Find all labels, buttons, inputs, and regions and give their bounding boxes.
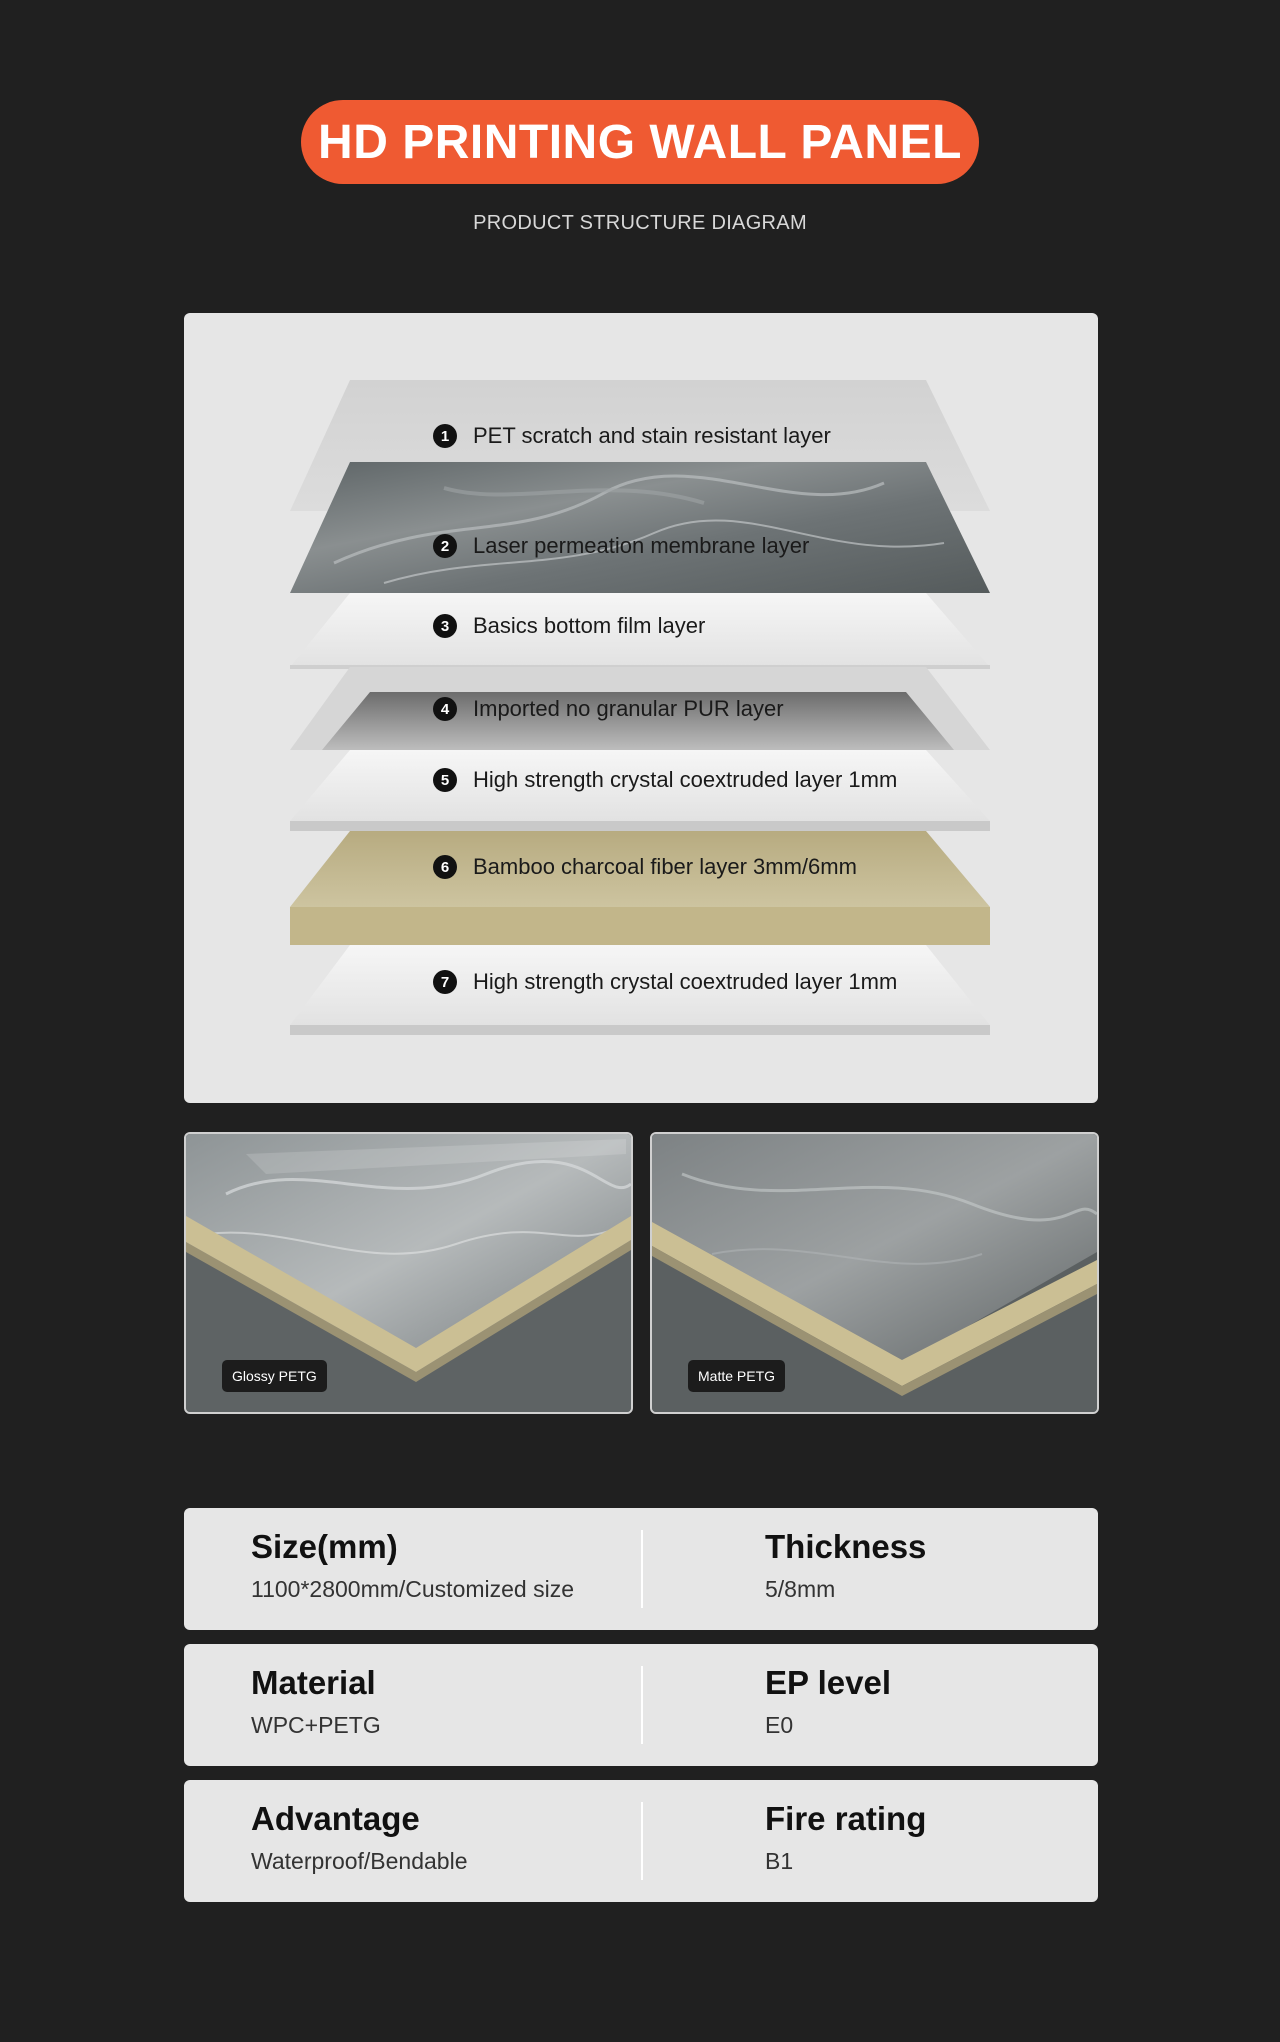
spec-material [251,1664,381,1739]
layer-text-4: Imported no granular PUR layer [473,696,784,721]
layer-number-4: 4 [433,697,457,721]
layer-number-6: 6 [433,855,457,879]
layer-label-1 [433,423,831,449]
layer-label-3 [433,613,705,639]
spec-card-material-ep [184,1644,1098,1766]
sample-glossy [184,1132,633,1414]
page-subtitle: PRODUCT STRUCTURE DIAGRAM [473,212,807,234]
spec-material-value: WPC+PETG [251,1712,381,1738]
spec-fire-rating [765,1800,926,1875]
structure-diagram [184,313,1098,1103]
spec-thickness-title: Thickness [765,1528,927,1565]
layer-label-5 [433,767,897,793]
spec-size-value: 1100*2800mm/Customized size [251,1576,575,1602]
layer-number-2: 2 [433,534,457,558]
spec-material-title: Material [251,1664,376,1701]
spec-divider [641,1666,643,1744]
spec-advantage-title: Advantage [251,1800,420,1837]
spec-thickness [765,1528,926,1603]
layer-text-2: Laser permeation membrane layer [473,533,810,558]
layer-text-1: PET scratch and stain resistant layer [473,423,831,448]
layer-number-5: 5 [433,768,457,792]
layer-text-5: High strength crystal coextruded layer 1mm [473,767,898,792]
spec-thickness-value: 5/8mm [765,1576,836,1602]
layer-label-6 [433,854,857,880]
layer-number-3: 3 [433,614,457,638]
spec-ep-level [765,1664,891,1739]
spec-ep-value: E0 [765,1712,794,1738]
layer-number-7: 7 [433,970,457,994]
spec-size [251,1528,574,1603]
sample-matte [650,1132,1099,1414]
layer-label-2 [433,533,809,559]
layer-2-shape [290,462,990,593]
layer-text-7: High strength crystal coextruded layer 1mm [473,969,898,994]
layer-text-6: Bamboo charcoal fiber layer 3mm/6mm [473,854,857,879]
page-title: HD PRINTING WALL PANEL [318,115,962,169]
layer-label-7 [433,969,897,995]
layer-text-3: Basics bottom film layer [473,613,706,638]
layer-label-4 [433,696,784,722]
spec-advantage-value: Waterproof/Bendable [251,1848,468,1874]
sample-tag-glossy: Glossy PETG [222,1360,327,1392]
spec-card-advantage-fire [184,1780,1098,1902]
spec-card-size-thickness [184,1508,1098,1630]
sample-tag-matte: Matte PETG [688,1360,785,1392]
spec-ep-title: EP level [765,1664,891,1701]
spec-size-title: Size(mm) [251,1528,398,1565]
page-title-pill [301,100,979,184]
spec-divider [641,1802,643,1880]
spec-fire-title: Fire rating [765,1800,927,1837]
layer-number-1: 1 [433,424,457,448]
spec-advantage [251,1800,468,1875]
spec-divider [641,1530,643,1608]
spec-fire-value: B1 [765,1848,794,1874]
